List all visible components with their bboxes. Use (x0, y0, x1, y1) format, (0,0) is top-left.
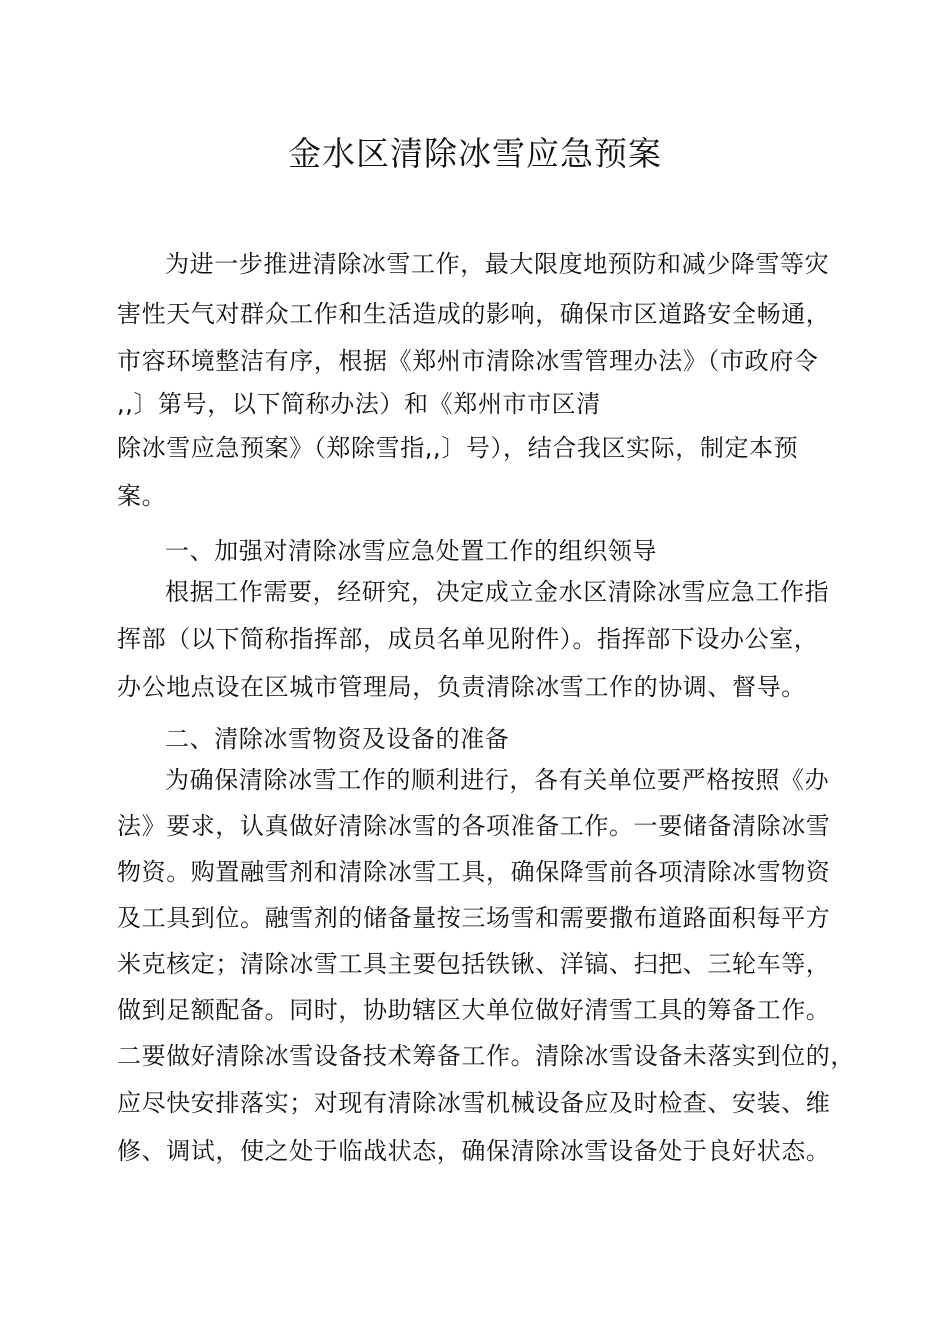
intro-line-4: ,,〕第号，以下简称办法）和《郑州市市区清 (117, 390, 601, 418)
section2-line-8: 应尽快安排落实；对现有清除冰雪机械设备应及时检查、安装、维 (117, 1089, 831, 1117)
section1-line-3: 办公地点设在区城市管理局，负责清除冰雪工作的协调、督导。 (117, 673, 806, 701)
section2-line-2: 法》要求，认真做好清除冰雪的各项准备工作。一要储备清除冰雪 (117, 812, 831, 840)
intro-line-2: 害性天气对群众工作和生活造成的影响，确保市区道路安全畅通， (117, 300, 831, 328)
section2-line-5: 米克核定；清除冰雪工具主要包括铁锹、洋镐、扫把、三轮车等， (117, 950, 831, 978)
section1-heading: 一、加强对清除冰雪应急处置工作的组织领导 (165, 537, 657, 565)
section2-line-4: 及工具到位。融雪剂的储备量按三场雪和需要撒布道路面积每平方 (117, 904, 831, 932)
intro-line-6: 案。 (117, 482, 167, 510)
section2-line-6: 做到足额配备。同时，协助辖区大单位做好清雪工具的筹备工作。 (117, 996, 831, 1024)
section1-line-2: 挥部（以下简称指挥部，成员名单见附件）。指挥部下设办公室， (117, 625, 819, 653)
document-title: 金水区清除冰雪应急预案 (288, 134, 662, 173)
section2-line-9: 修、调试，使之处于临战状态，确保清除冰雪设备处于良好状态。 (117, 1137, 831, 1165)
section2-line-3: 物资。购置融雪剂和清除冰雪工具，确保降雪前各项清除冰雪物资 (117, 858, 831, 886)
intro-line-3: 市容环境整洁有序，根据《郑州市清除冰雪管理办法》（市政府令 (117, 347, 819, 375)
section2-heading: 二、清除冰雪物资及设备的准备 (165, 725, 510, 753)
section2-line-7: 二要做好清除冰雪设备技术筹备工作。清除冰雪设备未落实到位的， (117, 1042, 855, 1070)
intro-line-1: 为进一步推进清除冰雪工作，最大限度地预防和减少降雪等灾 (165, 250, 830, 278)
section2-line-1: 为确保清除冰雪工作的顺利进行，各有关单位要严格按照《办 (165, 766, 830, 794)
intro-line-5: 除冰雪应急预案》（郑除雪指,,〕号），结合我区实际，制定本预 (117, 434, 799, 462)
section1-line-1: 根据工作需要，经研究，决定成立金水区清除冰雪应急工作指 (165, 578, 830, 606)
